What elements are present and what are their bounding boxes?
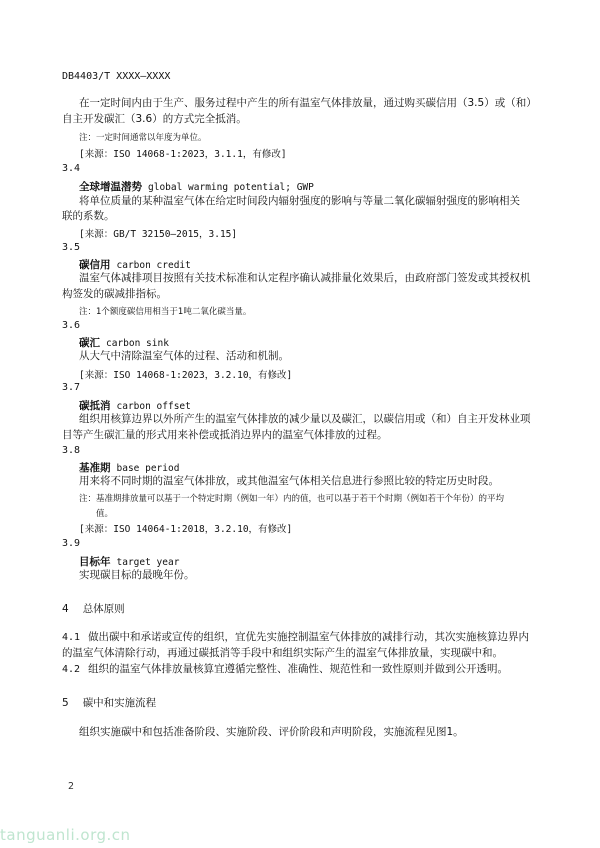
term-number-3-6: 3.6 (62, 320, 81, 331)
term-zh: 碳汇 (79, 337, 100, 349)
term-en: base period (116, 463, 180, 474)
watermark: tanguanli.org.cn (0, 826, 131, 844)
term-number-3-7: 3.7 (62, 382, 81, 393)
intro-line-1: 在一定时间内由于生产、服务过程中产生的所有温室气体排放量，通过购买碳信用（3.5）或（和） (79, 97, 537, 109)
term-def-3-4-line-2: 联的系数。 (62, 210, 115, 222)
term-heading-3-9 (79, 554, 179, 569)
term-heading-3-5 (79, 257, 191, 272)
intro-line-2: 自主开发碳汇（3.6）的方式完全抵消。 (62, 113, 247, 125)
term-source-3-6: [来源：ISO 14068-1:2023，3.2.10，有修改] (79, 370, 293, 381)
term-def-3-9: 实现碳目标的最晚年份。 (79, 569, 195, 581)
term-heading-3-8 (79, 460, 179, 475)
section-number: 5 (62, 697, 69, 709)
clause-text: 组织的温室气体排放量核算宜遵循完整性、准确性、规范性和一致性原则并做到公开透明。 (88, 663, 509, 675)
term-en: global warming potential; GWP (148, 182, 314, 193)
term-def-3-5-line-1: 温室气体减排项目按照有关技术标准和认定程序确认减排量化效果后，由政府部门签发或其授权机 (79, 272, 531, 284)
term-zh: 全球增温潜势 (79, 181, 142, 193)
term-zh: 碳抵消 (79, 400, 111, 412)
term-note-3-8-line-1: 注：基准期排放量可以基于一个特定时期（例如一年）内的值，也可以基于若干个时期（例如若干个年份）的平均 (79, 494, 505, 504)
term-zh: 目标年 (79, 556, 111, 568)
term-source-3-8: [来源：ISO 14064-1:2018，3.2.10，有修改] (79, 524, 293, 535)
term-number-3-4: 3.4 (62, 163, 81, 174)
term-heading-3-6 (79, 335, 169, 350)
term-number-3-9: 3.9 (62, 538, 81, 549)
term-en: carbon sink (106, 338, 169, 349)
clause-number: 4.2 (62, 664, 81, 675)
clause-4-1-line-2: 的温室气体清除行动，再通过碳抵消等手段中和组织实际产生的温室气体排放量，实现碳中和。 (62, 647, 503, 659)
term-number-3-5: 3.5 (62, 242, 81, 253)
clause-text: 做出碳中和承诺或宣传的组织，宜优先实施控制温室气体排放的减排行动，其次实施核算边界内 (88, 631, 530, 643)
section-title: 碳中和实施流程 (82, 697, 157, 709)
section-number: 4 (62, 603, 69, 615)
term-def-3-5-line-2: 构签发的碳减排指标。 (62, 288, 167, 300)
term-source-3-4: [来源：GB/T 32150—2015，3.15] (79, 229, 238, 240)
intro-note: 注：一定时间通常以年度为单位。 (79, 133, 207, 143)
term-number-3-8: 3.8 (62, 445, 81, 456)
term-en: target year (116, 557, 180, 568)
section-5-heading (62, 695, 156, 710)
clause-4-2 (62, 663, 508, 676)
clause-number: 4.1 (62, 632, 81, 643)
term-def-3-8: 用来将不同时期的温室气体排放，或其他温室气体相关信息进行参照比较的特定历史时段。 (79, 475, 499, 487)
document-code: DB4403/T XXXX—XXXX (62, 71, 171, 82)
term-note-3-8-line-2: 值。 (96, 509, 114, 519)
section-4-heading (62, 601, 125, 616)
term-en: carbon credit (116, 260, 191, 271)
term-note-3-5: 注：1个额度碳信用相当于1吨二氧化碳当量。 (79, 307, 252, 317)
page-number: 2 (68, 781, 75, 792)
term-def-3-7-line-2: 目等产生碳汇量的形式用来补偿或抵消边界内的温室气体排放的过程。 (62, 429, 388, 441)
term-def-3-6: 从大气中清除温室气体的过程、活动和机制。 (79, 350, 289, 362)
term-zh: 基准期 (79, 462, 111, 474)
term-zh: 碳信用 (79, 259, 111, 271)
term-def-3-4-line-1: 将单位质量的某种温室气体在给定时间段内辐射强度的影响与等量二氧化碳辐射强度的影响相关 (79, 195, 520, 207)
term-def-3-7-line-1: 组织用核算边界以外所产生的温室气体排放的减少量以及碳汇，以碳信用或（和）自主开发林业项 (79, 413, 531, 425)
section-5-text: 组织实施碳中和包括准备阶段、实施阶段、评价阶段和声明阶段，实施流程见图1。 (79, 726, 464, 738)
term-en: carbon offset (116, 401, 191, 412)
intro-source: [来源：ISO 14068-1:2023，3.1.1，有修改] (79, 149, 287, 160)
term-heading-3-4 (79, 179, 314, 194)
term-heading-3-7 (79, 398, 191, 413)
section-title: 总体原则 (82, 603, 125, 615)
clause-4-1-line-1 (62, 631, 529, 644)
